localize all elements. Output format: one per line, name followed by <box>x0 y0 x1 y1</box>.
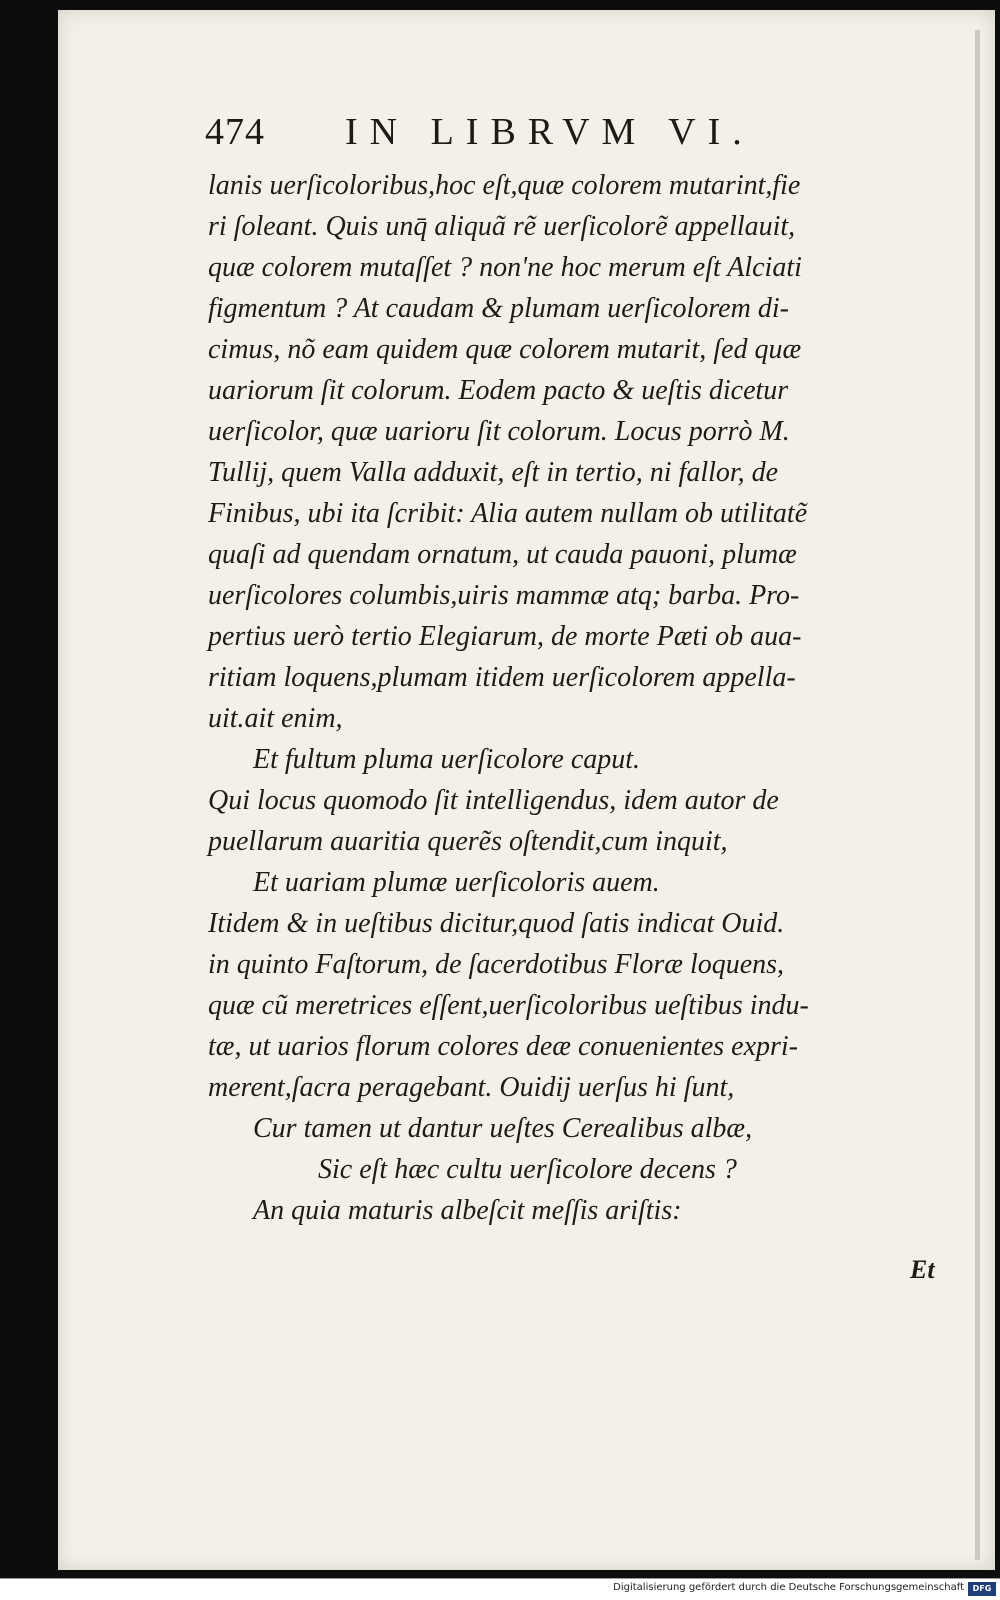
text-line: figmentum ? At caudam & plumam uerſicolorem di- <box>208 293 789 324</box>
text-line: cimus, nõ eam quidem quæ colorem mutarit, ſed quæ <box>208 334 802 365</box>
catchword: Et <box>910 1255 935 1284</box>
text-line: uariorum ſit colorum. Eodem pacto & ueſtis dicetur <box>208 375 789 406</box>
text-line: Sic eſt hæc cultu uerſicolore decens ? <box>318 1154 737 1185</box>
text-line: merent,ſacra peragebant. Ouidij uerſus hi ſunt, <box>208 1072 735 1103</box>
running-title: IN LIBRVM VI. <box>345 111 754 153</box>
text-line: in quinto Faſtorum, de ſacerdotibus Floræ loquens, <box>208 949 785 980</box>
text-line: ritiam loquens,plumam itidem uerſicolorem appella- <box>208 662 796 693</box>
page-edge <box>975 30 980 1560</box>
footer-bar <box>0 1578 1000 1600</box>
text-line: ri ſoleant. Quis unq̄ aliquã rẽ uerſicolorẽ appellauit, <box>208 211 796 242</box>
text-line: Qui locus quomodo ſit intelligendus, idem autor de <box>208 785 779 816</box>
text-line: An quia maturis albeſcit meſſis ariſtis: <box>253 1195 682 1226</box>
text-line: quæ colorem mutaſſet ? non'ne hoc merum eſt Alciati <box>208 252 802 283</box>
text-line: quaſi ad quendam ornatum, ut cauda pauoni, plumæ <box>208 539 797 570</box>
text-line: Et fultum pluma uerſicolore caput. <box>253 744 641 775</box>
text-line: uerſicolor, quæ uarioru ſit colorum. Locus porrò M. <box>208 416 790 447</box>
text-line: lanis uerſicoloribus,hoc eſt,quæ colorem mutarint,fie <box>208 170 801 201</box>
text-line: Finibus, ubi ita ſcribit: Alia autem nullam ob utilitatẽ <box>208 498 808 529</box>
text-line: uit.ait enim, <box>208 703 343 734</box>
text-line: Cur tamen ut dantur ueſtes Cerealibus albæ, <box>253 1113 753 1144</box>
text-line: pertius uerò tertio Elegiarum, de morte Pæti ob aua- <box>208 621 802 652</box>
page-header <box>205 110 865 160</box>
text-line: Tullij, quem Valla adduxit, eſt in tertio, ni fallor, de <box>208 457 779 488</box>
funding-credit: Digitalisierung gefördert durch die Deutsche Forschungsgemeinschaft <box>613 1582 964 1593</box>
page-number: 474 <box>205 111 265 153</box>
text-line: uerſicolores columbis,uiris mammæ atq; barba. Pro- <box>208 580 800 611</box>
text-line: Itidem & in ueſtibus dicitur,quod ſatis indicat Ouid. <box>208 908 785 939</box>
text-line: puellarum auaritia querẽs oſtendit,cum inquit, <box>208 826 728 857</box>
text-line: quæ cũ meretrices eſſent,uerſicoloribus ueſtibus indu- <box>208 990 809 1021</box>
text-line: tæ, ut uarios florum colores deæ conuenientes expri- <box>208 1031 798 1062</box>
dfg-logo: DFG <box>968 1582 996 1596</box>
text-line: Et uariam plumæ uerſicoloris auem. <box>253 867 660 898</box>
body-text <box>208 165 928 1231</box>
